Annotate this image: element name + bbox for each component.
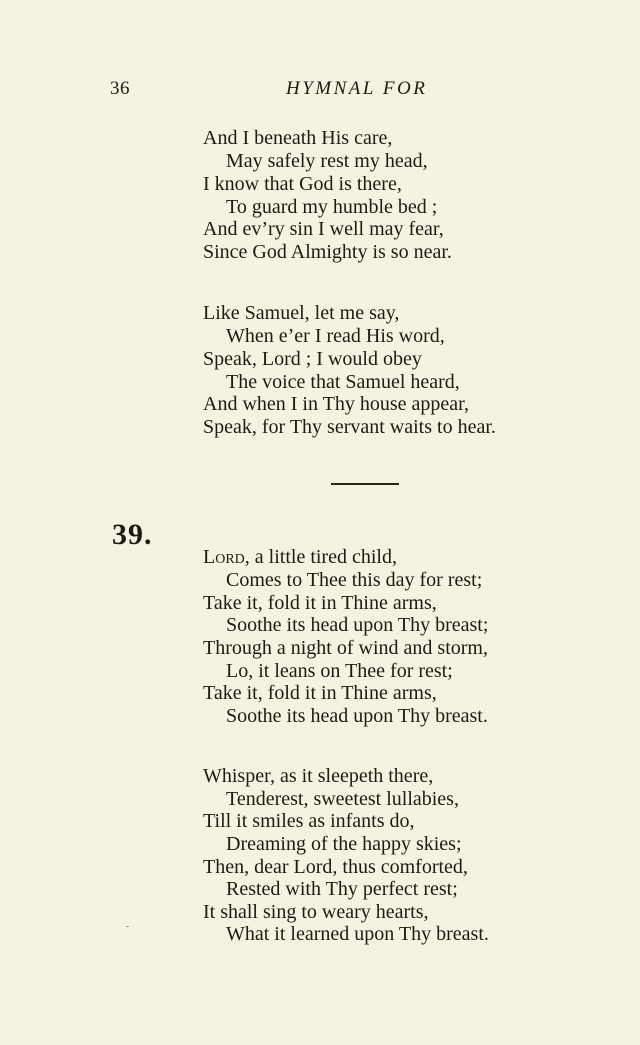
verse-line: Soothe its head upon Thy breast;: [226, 614, 489, 636]
verse-line: Whisper, as it sleepeth there,: [203, 765, 434, 787]
verse-line: Take it, fold it in Thine arms,: [203, 682, 437, 704]
verse-line: Lo, it leans on Thee for rest;: [226, 660, 453, 682]
verse-line: Through a night of wind and storm,: [203, 637, 488, 659]
margin-speck: [126, 926, 129, 927]
first-word: Lord: [203, 546, 245, 568]
verse-line: To guard my humble bed ;: [226, 196, 438, 218]
verse-line: When e’er I read His word,: [226, 325, 445, 347]
verse-line: I know that God is there,: [203, 173, 402, 195]
verse-line: Rested with Thy perfect rest;: [226, 878, 458, 900]
verse-line: Dreaming of the happy skies;: [226, 833, 462, 855]
page-number: 36: [110, 78, 130, 99]
verse-line: And when I in Thy house appear,: [203, 393, 469, 415]
hymn-number: 39.: [112, 518, 153, 551]
verse-line: Then, dear Lord, thus comforted,: [203, 856, 468, 878]
verse-line: And I beneath His care,: [203, 127, 393, 149]
verse-line: Since God Almighty is so near.: [203, 241, 452, 263]
verse-line: Soothe its head upon Thy breast.: [226, 705, 488, 727]
verse-line: Till it smiles as infants do,: [203, 810, 415, 832]
verse-line-rest: , a little tired child,: [244, 546, 397, 568]
verse-line: Speak, Lord ; I would obey: [203, 348, 422, 370]
verse-line: And ev’ry sin I well may fear,: [203, 218, 444, 240]
verse-line: Take it, fold it in Thine arms,: [203, 592, 437, 614]
section-divider: [331, 483, 399, 485]
verse-line: What it learned upon Thy breast.: [226, 923, 489, 945]
verse-line: Tenderest, sweetest lullabies,: [226, 788, 459, 810]
verse-line: The voice that Samuel heard,: [226, 371, 460, 393]
verse-line-first: [203, 546, 397, 568]
running-head: HYMNAL FOR: [286, 78, 428, 99]
verse-line: Like Samuel, let me say,: [203, 302, 400, 324]
verse-line: It shall sing to weary hearts,: [203, 901, 429, 923]
verse-line: Comes to Thee this day for rest;: [226, 569, 483, 591]
verse-line: May safely rest my head,: [226, 150, 428, 172]
verse-line: Speak, for Thy servant waits to hear.: [203, 416, 496, 438]
